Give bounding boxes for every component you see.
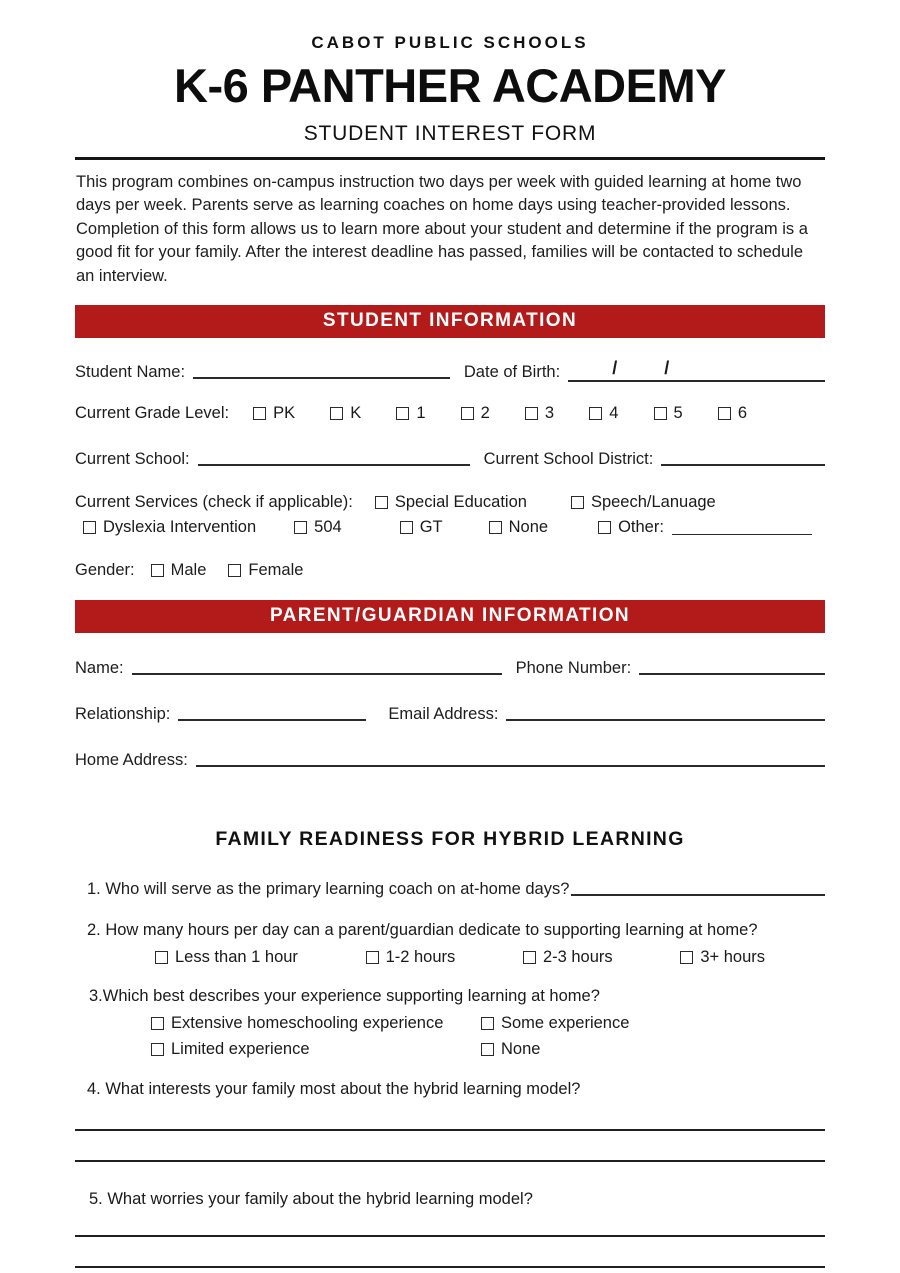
email-address-label: Email Address: bbox=[388, 705, 499, 724]
question-4-answer-line-2[interactable] bbox=[75, 1160, 825, 1162]
parent-name-label: Name: bbox=[75, 659, 124, 678]
gender-option-male[interactable] bbox=[151, 561, 207, 580]
current-services-row-2 bbox=[75, 518, 825, 537]
checkbox-icon[interactable] bbox=[680, 951, 693, 964]
grade-option-label: 6 bbox=[737, 404, 747, 423]
checkbox-icon[interactable] bbox=[598, 521, 611, 534]
question-5-block bbox=[75, 1190, 825, 1209]
question-4-text: 4. What interests your family most about the hybrid learning model? bbox=[87, 1080, 581, 1099]
relationship-label: Relationship: bbox=[75, 705, 171, 724]
checkbox-icon[interactable] bbox=[83, 521, 96, 534]
question-5-text: 5. What worries your family about the hybrid learning model? bbox=[89, 1190, 533, 1209]
student-information-fields bbox=[75, 360, 825, 580]
q2-option-label: 1-2 hours bbox=[385, 948, 456, 967]
grade-option-5[interactable] bbox=[654, 404, 683, 423]
service-option-gt[interactable] bbox=[400, 518, 443, 537]
grade-option-k[interactable] bbox=[330, 404, 361, 423]
grade-option-6[interactable] bbox=[718, 404, 747, 423]
service-option-special-education[interactable] bbox=[375, 493, 527, 512]
parent-name-input[interactable] bbox=[132, 656, 502, 675]
q3-option-label: None bbox=[501, 1040, 541, 1059]
question-1-text: 1. Who will serve as the primary learning coach on at-home days? bbox=[87, 880, 570, 899]
home-address-label: Home Address: bbox=[75, 751, 188, 770]
question-1-input[interactable] bbox=[571, 877, 825, 896]
checkbox-icon[interactable] bbox=[718, 407, 731, 420]
q3-option-label: Extensive homeschooling experience bbox=[171, 1014, 444, 1033]
service-option-other[interactable] bbox=[598, 518, 812, 537]
checkbox-icon[interactable] bbox=[400, 521, 413, 534]
home-address-input[interactable] bbox=[196, 748, 825, 767]
gender-label: Gender: bbox=[75, 561, 135, 580]
current-services-label: Current Services (check if applicable): bbox=[75, 493, 353, 512]
checkbox-icon[interactable] bbox=[151, 1043, 164, 1056]
checkbox-icon[interactable] bbox=[151, 564, 164, 577]
current-school-input[interactable] bbox=[198, 447, 470, 466]
student-name-input[interactable] bbox=[193, 360, 450, 379]
q3-option-none[interactable] bbox=[481, 1040, 540, 1059]
readiness-section-title: FAMILY READINESS FOR HYBRID LEARNING bbox=[215, 828, 685, 851]
current-district-input[interactable] bbox=[661, 447, 825, 466]
grade-level-row bbox=[75, 404, 825, 423]
q3-option-label: Limited experience bbox=[171, 1040, 310, 1059]
gender-option-label: Female bbox=[248, 561, 304, 580]
question-3-options-row-1 bbox=[75, 1014, 825, 1033]
q2-option-label: Less than 1 hour bbox=[175, 948, 298, 967]
checkbox-icon[interactable] bbox=[330, 407, 343, 420]
q3-option-limited-experience[interactable] bbox=[151, 1040, 481, 1059]
q2-option-label: 2-3 hours bbox=[542, 948, 613, 967]
grade-option-label: PK bbox=[273, 404, 296, 423]
email-address-input[interactable] bbox=[506, 702, 825, 721]
current-school-label: Current School: bbox=[75, 450, 190, 469]
service-option-label: Speech/Lanuage bbox=[590, 493, 716, 512]
question-2-text: 2. How many hours per day can a parent/guardian dedicate to supporting learning at home? bbox=[87, 921, 758, 940]
q2-option-label: 3+ hours bbox=[700, 948, 765, 967]
checkbox-icon[interactable] bbox=[525, 407, 538, 420]
current-school-row bbox=[75, 447, 825, 469]
q3-option-extensive-homeschooling-experience[interactable] bbox=[151, 1014, 481, 1033]
q2-option-3-plus-hours[interactable] bbox=[680, 948, 765, 967]
checkbox-icon[interactable] bbox=[294, 521, 307, 534]
service-option-label: Special Education bbox=[394, 493, 527, 512]
question-3-options-row-2 bbox=[75, 1040, 825, 1059]
checkbox-icon[interactable] bbox=[571, 496, 584, 509]
grade-level-options bbox=[253, 404, 825, 423]
checkbox-icon[interactable] bbox=[228, 564, 241, 577]
district-name: CABOT PUBLIC SCHOOLS bbox=[311, 33, 589, 52]
intro-paragraph: This program combines on-campus instruction two days per week with guided learning at home two days per week. Parents serve as learning coaches on home days using teacher-provided lessons. Completion of this form allows us to learn more about your student and determine if the program is a good fit for your family. After the interest deadline has passed, families will be contacted to schedule an interview. bbox=[76, 172, 808, 285]
relationship-input[interactable] bbox=[178, 702, 366, 721]
grade-option-label: 2 bbox=[480, 404, 490, 423]
grade-option-1[interactable] bbox=[396, 404, 425, 423]
question-2-options bbox=[75, 948, 825, 967]
checkbox-icon[interactable] bbox=[481, 1043, 494, 1056]
section-header-student-information: STUDENT INFORMATION bbox=[75, 305, 825, 338]
date-of-birth-label: Date of Birth: bbox=[463, 363, 561, 382]
parent-guardian-fields bbox=[75, 656, 825, 770]
question-3-text: 3.Which best describes your experience supporting learning at home? bbox=[89, 987, 600, 1006]
service-option-none[interactable] bbox=[489, 518, 548, 537]
q2-option-2-3-hours[interactable] bbox=[523, 948, 613, 967]
question-1-row bbox=[75, 877, 825, 899]
question-5-answer-line-1[interactable] bbox=[75, 1235, 825, 1237]
home-address-row bbox=[75, 748, 825, 770]
gender-row bbox=[75, 561, 825, 580]
service-option-label: GT bbox=[419, 518, 443, 537]
checkbox-icon[interactable] bbox=[155, 951, 168, 964]
grade-level-label: Current Grade Level: bbox=[75, 404, 230, 423]
relationship-row bbox=[75, 702, 825, 724]
checkbox-icon[interactable] bbox=[396, 407, 409, 420]
grade-option-2[interactable] bbox=[461, 404, 490, 423]
section-header-parent-guardian-information: PARENT/GUARDIAN INFORMATION bbox=[75, 600, 825, 633]
service-option-label: None bbox=[508, 518, 549, 537]
checkbox-icon[interactable] bbox=[489, 521, 502, 534]
q2-option-less-than-1-hour[interactable] bbox=[155, 948, 298, 967]
current-services-row-1 bbox=[75, 493, 825, 512]
checkbox-icon[interactable] bbox=[375, 496, 388, 509]
grade-option-label: 5 bbox=[673, 404, 683, 423]
readiness-questions bbox=[75, 877, 825, 1099]
grade-option-label: 4 bbox=[609, 404, 619, 423]
checkbox-icon[interactable] bbox=[654, 407, 667, 420]
dob-slash-2: / bbox=[664, 358, 670, 379]
grade-option-label: 1 bbox=[416, 404, 426, 423]
question-5-answer-line-2[interactable] bbox=[75, 1266, 825, 1268]
question-4-answer-line-1[interactable] bbox=[75, 1129, 825, 1131]
q2-option-1-2-hours[interactable] bbox=[366, 948, 456, 967]
gender-option-female[interactable] bbox=[228, 561, 303, 580]
dob-slash-1: / bbox=[612, 358, 618, 379]
service-other-label: Other: bbox=[618, 518, 664, 537]
service-option-dyslexia-intervention[interactable] bbox=[83, 518, 256, 537]
current-district-label: Current School District: bbox=[483, 450, 654, 469]
checkbox-icon[interactable] bbox=[523, 951, 536, 964]
phone-number-label: Phone Number: bbox=[515, 659, 632, 678]
checkbox-icon[interactable] bbox=[366, 951, 379, 964]
checkbox-icon[interactable] bbox=[589, 407, 602, 420]
gender-option-label: Male bbox=[170, 561, 207, 580]
grade-option-pk[interactable] bbox=[253, 404, 295, 423]
checkbox-icon[interactable] bbox=[481, 1017, 494, 1030]
grade-option-4[interactable] bbox=[589, 404, 618, 423]
q3-option-some-experience[interactable] bbox=[481, 1014, 629, 1033]
grade-option-3[interactable] bbox=[525, 404, 554, 423]
phone-number-input[interactable] bbox=[639, 656, 825, 675]
service-option-label: 504 bbox=[314, 518, 342, 537]
checkbox-icon[interactable] bbox=[151, 1017, 164, 1030]
q3-option-label: Some experience bbox=[501, 1014, 630, 1033]
service-option-label: Dyslexia Intervention bbox=[103, 518, 257, 537]
checkbox-icon[interactable] bbox=[253, 407, 266, 420]
service-option-speech-language[interactable] bbox=[571, 493, 716, 512]
page-title: K-6 PANTHER ACADEMY bbox=[174, 59, 726, 112]
parent-name-row bbox=[75, 656, 825, 678]
form-subtitle: STUDENT INTEREST FORM bbox=[303, 121, 597, 145]
grade-option-label: K bbox=[350, 404, 362, 423]
header-divider bbox=[75, 157, 825, 160]
service-option-504[interactable] bbox=[294, 518, 342, 537]
service-other-input[interactable] bbox=[672, 520, 812, 535]
student-name-row bbox=[75, 360, 825, 382]
student-name-label: Student Name: bbox=[75, 363, 186, 382]
date-of-birth-input[interactable] bbox=[568, 360, 825, 382]
checkbox-icon[interactable] bbox=[461, 407, 474, 420]
grade-option-label: 3 bbox=[544, 404, 555, 423]
